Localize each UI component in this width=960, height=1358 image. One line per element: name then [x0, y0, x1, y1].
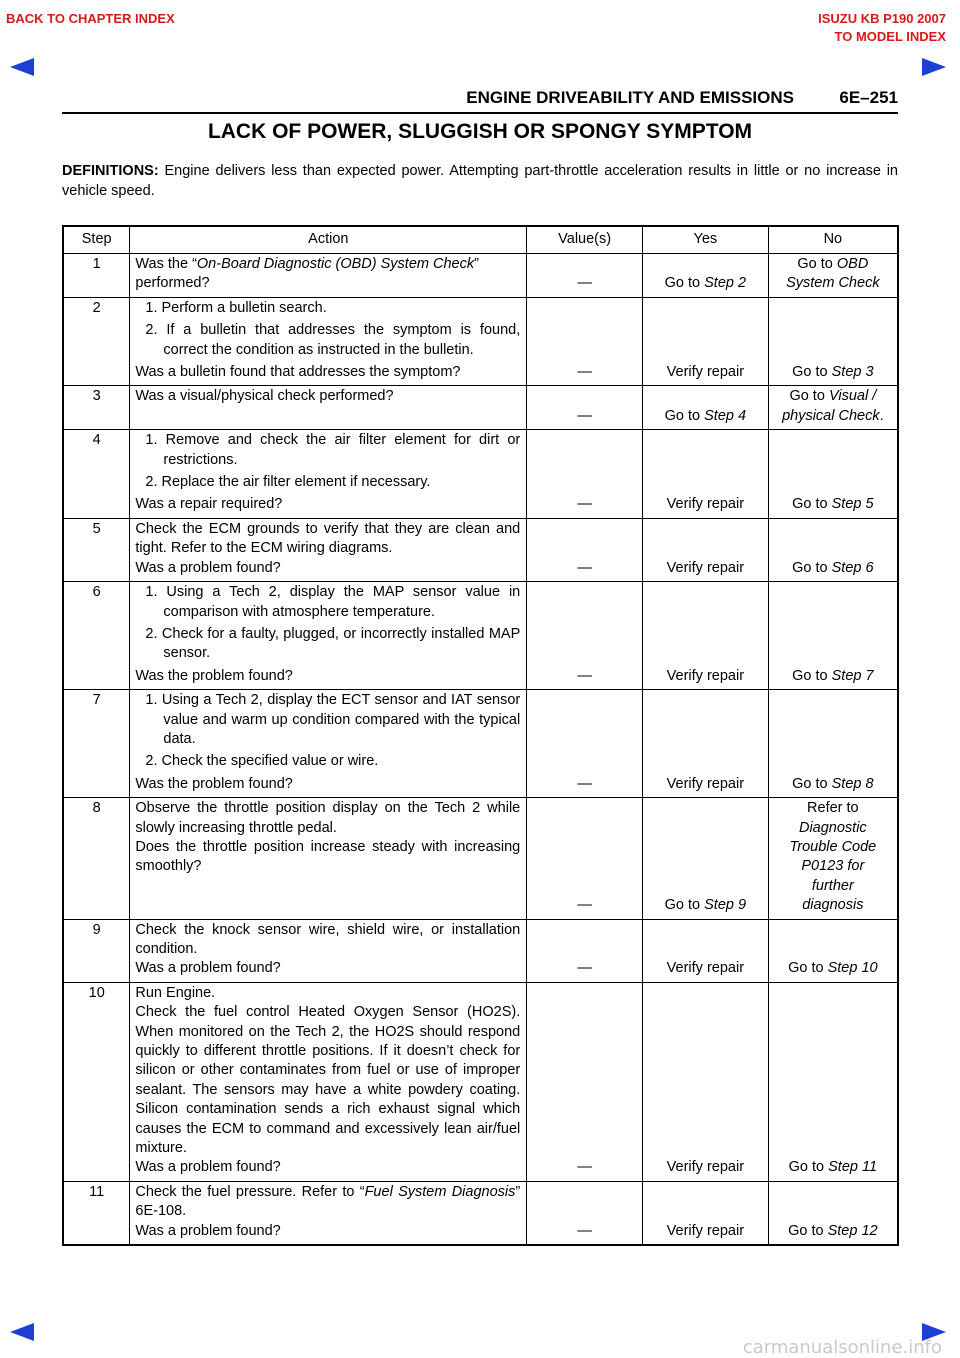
action-text: ” [474, 256, 479, 272]
action-text: Observe the throttle position display on the Tech 2 while slowly increasing throttle pedal. [135, 800, 521, 836]
table-row [63, 690, 898, 798]
previous-page-arrow-bottom-icon[interactable] [10, 1323, 34, 1341]
step-no [768, 982, 898, 1181]
no-text: Go to [792, 667, 832, 684]
back-to-chapter-label: BACK TO CHAPTER INDEX [6, 11, 175, 26]
action-question: Was a bulletin found that addresses the symptom? [135, 364, 461, 381]
step-action [130, 518, 527, 581]
action-question: performed? [135, 275, 210, 292]
yes-text: Go to [664, 275, 705, 292]
action-question: Was the problem found? [135, 667, 293, 684]
table-row [63, 254, 898, 298]
definitions-paragraph [62, 161, 898, 201]
action-text: Check the fuel pressure. Refer to “ [135, 1183, 365, 1200]
definitions-text: Engine delivers less than expected power. Attempting part-throttle acceleration results in little or no increase in vehicle speed. [62, 163, 898, 199]
step-no [768, 386, 898, 430]
table-row [63, 518, 898, 581]
step-action [130, 798, 527, 919]
no-text: Go to [788, 1222, 828, 1239]
page-number: 6E–251 [839, 88, 898, 107]
table-row [63, 297, 898, 386]
action-substep: 1. Using a Tech 2, display the MAP sensor value in comparison with atmosphere temperature. [145, 584, 521, 620]
header-yes: Yes [643, 226, 769, 254]
step-action [130, 582, 527, 690]
section-title: ENGINE DRIVEABILITY AND EMISSIONS [466, 88, 794, 107]
no-step-link[interactable]: Step 10 [827, 960, 878, 977]
step-action [130, 1181, 527, 1245]
no-text: Refer to [807, 800, 859, 817]
step-value: — [527, 430, 643, 519]
step-number: 10 [63, 982, 130, 1181]
no-text: Go to [792, 364, 832, 381]
no-text: . [879, 407, 884, 424]
step-yes: Verify repair [643, 430, 769, 519]
step-yes [643, 254, 769, 298]
step-action [130, 982, 527, 1181]
back-to-chapter-link[interactable] [6, 10, 175, 28]
step-no [768, 798, 898, 919]
no-text: Go to [789, 388, 829, 405]
action-text: Check the knock sensor wire, shield wire, or installation condition. [135, 921, 521, 957]
action-substep: 1. Remove and check the air filter element for dirt or restrictions. [145, 432, 521, 468]
step-number: 9 [63, 919, 130, 982]
no-reference[interactable]: Diagnostic [798, 819, 867, 836]
table-row [63, 430, 898, 519]
step-yes [643, 798, 769, 919]
step-yes: Verify repair [643, 690, 769, 798]
step-value: — [527, 386, 643, 430]
no-reference[interactable]: further [811, 877, 854, 894]
table-row [63, 582, 898, 690]
step-action [130, 297, 527, 386]
step-value: — [527, 690, 643, 798]
action-question: Was a problem found? [135, 1159, 281, 1176]
step-action [130, 919, 527, 982]
header-step: Step [63, 226, 130, 254]
action-text: Was the “ [135, 256, 197, 272]
table-header-row [63, 226, 898, 254]
no-step-link[interactable]: Step 11 [828, 1159, 878, 1176]
step-number: 1 [63, 254, 130, 298]
model-name-label: ISUZU KB P190 2007 [818, 11, 946, 26]
step-value: — [527, 982, 643, 1181]
next-page-arrow-icon[interactable] [922, 58, 946, 76]
action-substep: 2. Check for a faulty, plugged, or incorrectly installed MAP sensor. [145, 625, 521, 662]
yes-text: Go to [664, 407, 705, 424]
no-text: Go to [792, 496, 832, 513]
step-value: — [527, 1181, 643, 1245]
step-no [768, 254, 898, 298]
step-yes: Verify repair [643, 582, 769, 690]
step-value: — [527, 582, 643, 690]
action-substep: 2. Replace the air filter element if necessary. [145, 474, 431, 491]
step-number: 8 [63, 798, 130, 919]
no-reference[interactable]: P0123 for [801, 858, 865, 875]
step-value: — [527, 297, 643, 386]
action-substep: 1. Perform a bulletin search. [145, 299, 327, 316]
model-index-link[interactable] [818, 10, 946, 46]
no-step-link[interactable]: Step 6 [831, 559, 874, 576]
step-value: — [527, 518, 643, 581]
step-action [130, 430, 527, 519]
no-step-link[interactable]: Step 12 [827, 1222, 878, 1239]
action-question: Was a repair required? [135, 496, 283, 513]
action-reference: On-Board Diagnostic (OBD) System Check [196, 256, 475, 272]
step-action [130, 690, 527, 798]
action-question: Was a problem found? [135, 1222, 281, 1239]
step-number: 7 [63, 690, 130, 798]
action-substep: 2. Check the specified value or wire. [145, 753, 379, 770]
step-yes: Verify repair [643, 919, 769, 982]
step-no [768, 430, 898, 519]
page-title: LACK OF POWER, SLUGGISH OR SPONGY SYMPTOM [207, 120, 753, 143]
step-no [768, 690, 898, 798]
step-action [130, 254, 527, 298]
table-row [63, 386, 898, 430]
step-number: 3 [63, 386, 130, 430]
no-reference[interactable]: System Check [786, 275, 880, 292]
yes-step-link[interactable]: Step 4 [704, 407, 747, 424]
step-number: 2 [63, 297, 130, 386]
yes-step-link[interactable]: Step 9 [704, 897, 747, 914]
action-text: Check the ECM grounds to verify that they are clean and tight. Refer to the ECM wiring diagrams. [135, 520, 521, 557]
action-text: Check the fuel control Heated Oxygen Sensor (HO2S). When monitored on the Tech 2, the HO2S should respond quickly to different throttle positions. If it doesn’t check for silicon or other contaminates from fuel or use of improper sealant. The sensors may have a white powdery coating. Silicon contamination sends a rich exhaust signal which causes the ECM to command and excessively lean air/fuel mixture. [135, 1004, 521, 1157]
step-value: — [527, 254, 643, 298]
action-text: Run Engine. [135, 984, 216, 1001]
header-no: No [768, 226, 898, 254]
action-reference: Fuel System Diagnosis [364, 1183, 516, 1200]
step-yes: Verify repair [643, 297, 769, 386]
header-action: Action [130, 226, 527, 254]
step-number: 5 [63, 518, 130, 581]
step-no [768, 919, 898, 982]
table-row [63, 798, 898, 919]
action-question: Was a visual/physical check performed? [135, 388, 394, 405]
no-reference[interactable]: Visual / [828, 388, 877, 405]
no-reference[interactable]: OBD [836, 256, 869, 272]
action-substep: 1. Using a Tech 2, display the ECT sensor and IAT sensor value and warm up condition compared with the typical data. [145, 692, 521, 747]
table-row [63, 1181, 898, 1245]
step-number: 4 [63, 430, 130, 519]
no-step-link[interactable]: Step 7 [831, 667, 874, 684]
action-question: Was a problem found? [135, 559, 281, 576]
no-reference[interactable]: physical Check [782, 407, 880, 424]
step-value: — [527, 798, 643, 919]
step-action [130, 386, 527, 430]
previous-page-arrow-icon[interactable] [10, 58, 34, 76]
no-text: Go to [788, 960, 828, 977]
step-yes [643, 386, 769, 430]
no-text: Go to [797, 256, 837, 272]
step-yes: Verify repair [643, 982, 769, 1181]
header-values: Value(s) [527, 226, 643, 254]
definitions-label: DEFINITIONS: [62, 163, 159, 179]
table-row [63, 982, 898, 1181]
blank-line [135, 407, 520, 426]
page-header [62, 86, 898, 114]
step-value: — [527, 919, 643, 982]
action-question: Was the problem found? [135, 775, 293, 792]
watermark: carmanualsonline.info [742, 1337, 942, 1358]
step-no [768, 297, 898, 386]
yes-step-link[interactable]: Step 2 [704, 275, 747, 292]
to-model-index-label: TO MODEL INDEX [834, 29, 946, 44]
step-yes: Verify repair [643, 1181, 769, 1245]
action-question: Was a problem found? [135, 960, 281, 977]
no-text: Go to [792, 775, 832, 792]
step-no [768, 582, 898, 690]
table-row [63, 919, 898, 982]
action-text: ” 6E-108. [135, 1183, 521, 1220]
no-step-link[interactable]: Step 8 [831, 775, 874, 792]
no-step-link[interactable]: Step 5 [831, 496, 874, 513]
step-no [768, 1181, 898, 1245]
no-reference[interactable]: Trouble Code [789, 838, 877, 855]
action-question: Does the throttle position increase steady with increasing smoothly? [135, 838, 521, 875]
step-number: 11 [63, 1181, 130, 1245]
step-number: 6 [63, 582, 130, 690]
step-yes: Verify repair [643, 518, 769, 581]
no-step-link[interactable]: Step 3 [831, 364, 874, 381]
diagnostic-table [62, 225, 899, 1246]
no-text: Go to [788, 1159, 829, 1176]
step-no [768, 518, 898, 581]
yes-text: Go to [664, 897, 705, 914]
no-reference[interactable]: diagnosis [802, 897, 864, 914]
action-substep: 2. If a bulletin that addresses the symptom is found, correct the condition as instructed in the bulletin. [145, 322, 521, 358]
no-text: Go to [792, 559, 832, 576]
